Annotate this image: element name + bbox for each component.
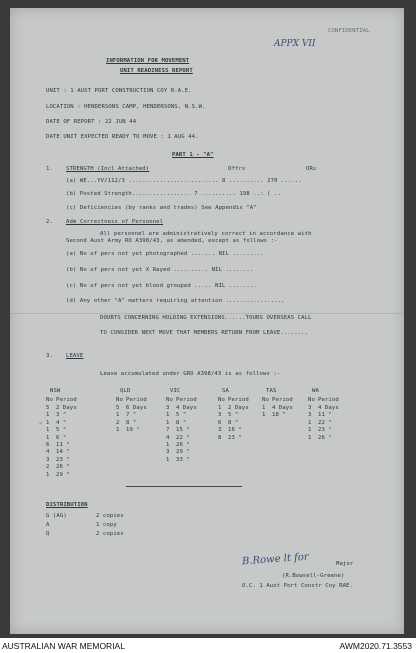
leave-cell-period: 22 ": [318, 419, 332, 426]
leave-cell-period: 4 Days: [176, 405, 197, 411]
leave-cell-period: 23 ": [56, 456, 70, 463]
leave-cell-no: 4: [166, 434, 170, 441]
archive-footer: [0, 638, 416, 653]
section-2-d-detail-1: DOUBTS CONCERNING HOLDING EXTENSIONS......TOURS OVERSEAS CALL: [100, 315, 312, 321]
section-1-a: (a) WE...YV/112/3 .......................... 8 .......... 270 ......: [66, 178, 302, 184]
archive-name: AUSTRALIAN WAR MEMORIAL: [2, 641, 125, 651]
leave-cell-period: 11 ": [318, 412, 332, 419]
leave-cell-no: 6: [46, 442, 50, 448]
leave-cell-period: 29 ": [176, 449, 190, 456]
leave-cell-no: 1: [308, 434, 312, 441]
archive-reference: AWM2020.71.3553: [339, 641, 412, 651]
leave-cell-period: 26 ": [176, 442, 190, 448]
leave-cell-no: 2: [116, 419, 120, 426]
leave-cell-no: 1: [262, 405, 266, 411]
leave-state-header: TAS: [266, 388, 277, 394]
section-2-d-detail-2: TO CONSIDER NEXT MOVE THAT MEMBERS RETURN FROM LEAVE........: [100, 330, 309, 336]
leave-cell-period: 19 ": [126, 427, 140, 434]
leave-col-no: No: [46, 397, 53, 403]
leave-cell-no: 1: [116, 427, 120, 434]
leave-cell-no: 2: [46, 464, 50, 471]
leave-cell-period: 4 Days: [318, 405, 339, 411]
part-title: PART 1 - "A": [172, 152, 214, 158]
report-date-line: DATE OF REPORT : 22 JUN 44: [46, 119, 137, 125]
leave-cell-period: 2 Days: [56, 405, 77, 411]
confidential-mark: CONFIDENTIAL: [328, 28, 370, 34]
leave-col-period: Period: [228, 397, 249, 403]
leave-cell-period: 4 Days: [272, 405, 293, 411]
leave-col-no: No: [166, 397, 173, 403]
section-1-c: (c) Deficiencies (by ranks and trades) See Appendix "A": [66, 205, 257, 211]
column-offrs: Offrs: [228, 166, 246, 172]
leave-state-header: WA: [312, 388, 319, 394]
section-1-title: STRENGTH (Incl Attached): [66, 166, 150, 172]
leave-cell-no: 3: [308, 405, 312, 411]
document-page: [10, 8, 404, 634]
signature-rank: Major: [336, 561, 354, 567]
leave-cell-no: 3: [308, 412, 312, 419]
leave-cell-period: 8 ": [176, 419, 187, 426]
section-2-a: (a) No of pers not yet photographed ....... NIL .........: [66, 251, 264, 257]
leave-cell-no: 1: [262, 412, 266, 419]
leave-cell-period: 6 Days: [126, 405, 147, 411]
unit-line: UNIT : 1 AUST PORT CONSTRUCTION COY R.A.E.: [46, 88, 192, 94]
leave-cell-no: 5: [46, 405, 50, 411]
leave-cell-period: 11 ": [56, 442, 70, 448]
leave-cell-no: 1: [46, 412, 50, 419]
leave-cell-no: 1: [308, 419, 312, 426]
leave-cell-period: 3 ": [56, 412, 67, 419]
distribution-copies: 2 copies: [96, 531, 124, 537]
leave-cell-period: 5 ": [176, 412, 187, 419]
heading-line-1: INFORMATION FOR MOVEMENT: [106, 58, 190, 64]
distribution-recipient: Q: [46, 531, 50, 537]
leave-cell-period: 7 ": [126, 412, 137, 419]
ready-date-line: DATE UNIT EXPECTED READY TO MOVE : 1 AUG 44.: [46, 134, 199, 140]
distribution-recipient: G (AG): [46, 513, 67, 519]
leave-cell-no: 1: [166, 442, 170, 448]
section-2-intro-2: Second Aust Army RO A398/43, as amended, except as follows :-: [66, 238, 278, 244]
leave-cell-period: 5 ": [56, 427, 67, 434]
leave-cell-no: 1: [218, 405, 222, 411]
leave-cell-period: 23 ": [318, 427, 332, 434]
leave-cell-period: 23 ": [228, 434, 242, 441]
appendix-handwritten: APPX VII: [274, 39, 316, 49]
red-tick-mark: ✓: [39, 420, 43, 427]
leave-cell-period: 6 ": [56, 434, 67, 441]
leave-cell-no: 1: [46, 471, 50, 478]
leave-cell-period: 15 ": [176, 427, 190, 434]
section-2-number: 2.: [46, 219, 53, 225]
signature-appointment: O.C. 1 Aust Port Constr Coy RAE.: [242, 583, 353, 589]
leave-col-period: Period: [272, 397, 293, 403]
column-ors: ORs: [306, 166, 317, 172]
leave-cell-period: 8 ": [126, 419, 137, 426]
section-2-b: (b) No of pers not yet X Rayed .......... NIL ........: [66, 267, 254, 273]
leave-cell-no: 1: [46, 419, 50, 426]
leave-cell-no: 4: [46, 449, 50, 456]
leave-cell-no: 1: [166, 456, 170, 463]
leave-cell-period: 16 ": [228, 427, 242, 434]
leave-cell-no: 5: [116, 405, 120, 411]
section-1-b: (b) Posted Strength................. 7 .......... 198 ..: ( ..: [66, 191, 281, 197]
section-2-intro-1: All personnel are administratively correct in accordance with: [100, 231, 312, 237]
section-2-d: (d) Any other "A" matters requiring attention .................: [66, 298, 285, 304]
distribution-copies: 1 copy: [96, 522, 117, 528]
leave-cell-period: 22 ": [176, 434, 190, 441]
leave-cell-no: 1: [308, 427, 312, 434]
heading-line-2: UNIT READINESS REPORT: [120, 68, 193, 74]
section-2-title: Adm Correctness of Personnel: [66, 219, 164, 225]
leave-state-header: NSW: [50, 388, 61, 394]
leave-cell-no: 8: [218, 434, 222, 441]
leave-cell-no: 1: [166, 412, 170, 419]
leave-cell-period: 26 ": [318, 434, 332, 441]
leave-cell-no: 3: [166, 449, 170, 456]
distribution-title: DISTRIBUTION: [46, 502, 88, 508]
leave-cell-no: 1: [46, 434, 50, 441]
leave-cell-period: 2 Days: [228, 405, 249, 411]
leave-table: [10, 8, 404, 634]
leave-cell-no: 3: [218, 427, 222, 434]
leave-cell-period: 5 ": [228, 412, 239, 419]
leave-state-header: SA: [222, 388, 229, 394]
handwritten-signature: B.Rowe lt for: [241, 551, 309, 568]
leave-cell-no: 3: [166, 405, 170, 411]
leave-col-no: No: [218, 397, 225, 403]
leave-cell-no: 3: [46, 456, 50, 463]
leave-col-period: Period: [126, 397, 147, 403]
leave-col-period: Period: [56, 397, 77, 403]
leave-cell-period: 29 ": [56, 471, 70, 478]
leave-col-period: Period: [176, 397, 197, 403]
leave-state-header: VIC: [170, 388, 181, 394]
leave-cell-no: 1: [116, 412, 120, 419]
leave-cell-period: 8 ": [228, 419, 239, 426]
distribution-copies: 2 copies: [96, 513, 124, 519]
section-2-c: (c) No of pers not yet blood grouped ..... NIL ........: [66, 283, 257, 289]
leave-col-no: No: [308, 397, 315, 403]
leave-cell-period: 4 ": [56, 419, 67, 426]
signature-name: (R.Bowsell-Greene): [282, 573, 345, 579]
leave-cell-period: 14 ": [56, 449, 70, 456]
location-line: LOCATION : HENDERSONS CAMP, HENDERSONS, N.S.W.: [46, 104, 206, 110]
separator-line: [126, 486, 242, 487]
leave-cell-no: 6: [218, 419, 222, 426]
leave-cell-no: 1: [46, 427, 50, 434]
section-3-intro: Leave accumulated under GRO A398/43 is as follows :-: [100, 371, 281, 377]
leave-cell-period: 33 ": [176, 456, 190, 463]
section-3-number: 3.: [46, 353, 53, 359]
leave-state-header: QLD: [120, 388, 131, 394]
leave-col-no: No: [116, 397, 123, 403]
leave-col-no: No: [262, 397, 269, 403]
section-1-number: 1.: [46, 166, 53, 172]
leave-cell-no: 7: [166, 427, 170, 434]
distribution-recipient: A: [46, 522, 50, 528]
leave-cell-no: 3: [218, 412, 222, 419]
section-3-title: LEAVE: [66, 353, 84, 359]
leave-col-period: Period: [318, 397, 339, 403]
leave-cell-period: 26 ": [56, 464, 70, 471]
leave-cell-period: 18 ": [272, 412, 286, 419]
leave-cell-no: 1: [166, 419, 170, 426]
